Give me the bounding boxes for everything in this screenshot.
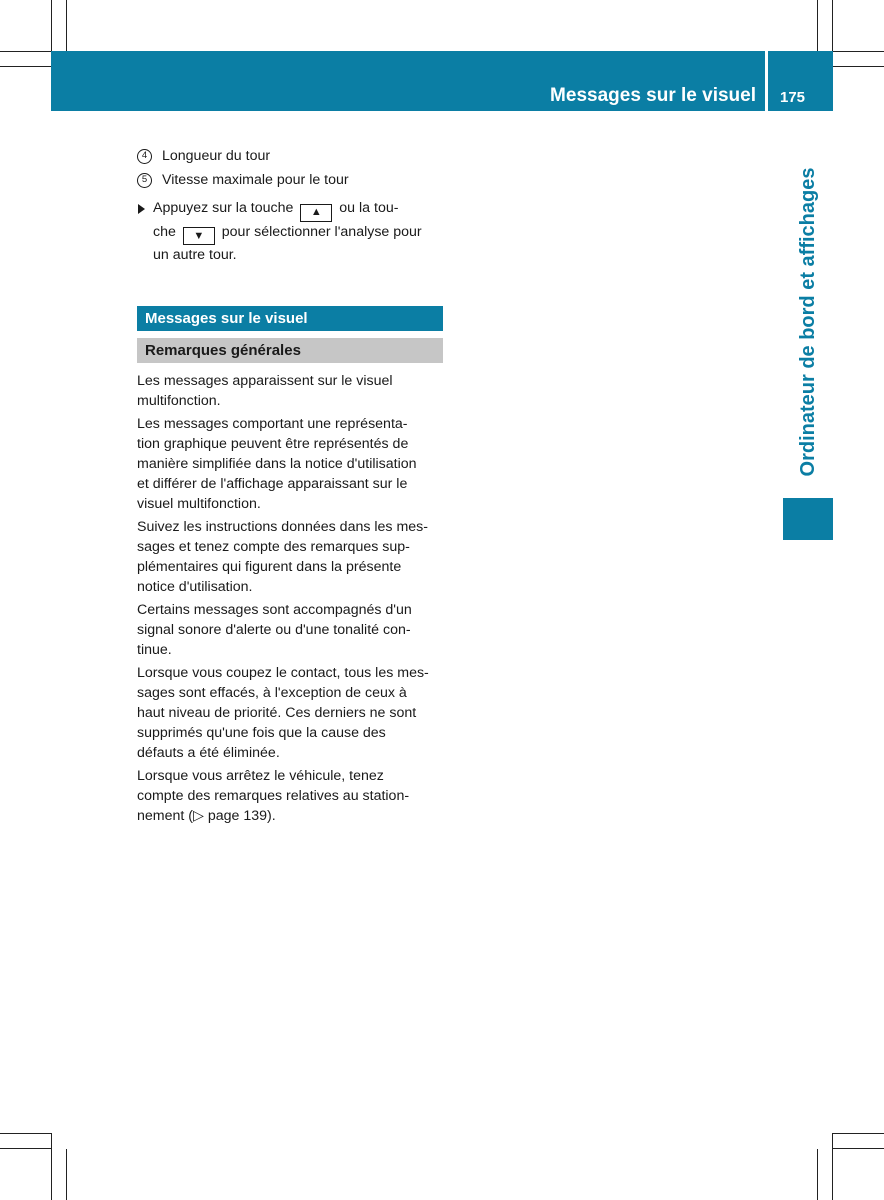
crop-mark xyxy=(0,1133,51,1134)
text-line: haut niveau de priorité. Ces derniers ne sont xyxy=(137,705,417,721)
item-text: Longueur du tour xyxy=(162,148,271,164)
text-line: et différer de l'affichage apparaissant sur le xyxy=(137,476,408,492)
body-text xyxy=(137,371,443,826)
section-heading: Messages sur le visuel xyxy=(137,306,443,331)
triangle-bullet-icon xyxy=(138,204,145,214)
text-line: tinue. xyxy=(137,642,172,658)
text-line: Lorsque vous arrêtez le véhicule, tenez xyxy=(137,768,384,784)
numbered-item xyxy=(137,168,443,192)
crop-mark xyxy=(832,0,833,51)
crop-mark xyxy=(833,51,884,52)
text-line: tion graphique peuvent être représentés de xyxy=(137,436,409,452)
numbered-item xyxy=(137,144,443,168)
text-line: signal sonore d'alerte ou d'une tonalité con- xyxy=(137,622,411,638)
instruction-line: un autre tour. xyxy=(153,247,237,263)
crop-mark xyxy=(66,0,67,51)
text-line: notice d'utilisation. xyxy=(137,579,253,595)
header-divider xyxy=(765,51,768,111)
instruction-line xyxy=(153,222,443,246)
crop-mark xyxy=(0,51,51,52)
chapter-side-tab: Ordinateur de bord et affichages xyxy=(797,167,819,477)
crop-mark xyxy=(0,1148,51,1149)
arrow-down-key-icon: ▼ xyxy=(183,227,215,245)
text-line: sages et tenez compte des remarques sup- xyxy=(137,539,410,555)
arrow-up-key-icon: ▲ xyxy=(300,204,332,222)
text-line: Les messages comportant une représenta- xyxy=(137,416,408,432)
text-line: supprimés qu'une fois que la cause des xyxy=(137,725,386,741)
instruction-step xyxy=(137,198,443,266)
paragraph xyxy=(137,766,443,826)
text-line: plémentaires qui figurent dans la présente xyxy=(137,559,402,575)
crop-mark xyxy=(817,1149,818,1200)
instruction-text: ou la tou- xyxy=(339,200,399,216)
text-line: Certains messages sont accompagnés d'un xyxy=(137,602,412,618)
text-line: visuel multifonction. xyxy=(137,496,261,512)
crop-mark xyxy=(51,0,52,51)
crop-mark xyxy=(833,66,884,67)
crop-mark xyxy=(832,1133,833,1200)
instruction-line xyxy=(153,198,443,222)
crop-mark xyxy=(0,66,51,67)
text-line: sages sont effacés, à l'exception de ceux à xyxy=(137,685,407,701)
text-line: Lorsque vous coupez le contact, tous les mes- xyxy=(137,665,429,681)
paragraph xyxy=(137,600,443,660)
running-header-title: Messages sur le visuel xyxy=(550,85,756,106)
paragraph xyxy=(137,371,443,411)
instruction-text: pour sélectionner l'analyse pour xyxy=(221,223,422,240)
item-text: Vitesse maximale pour le tour xyxy=(162,172,349,188)
page-number: 175 xyxy=(780,89,806,106)
paragraph xyxy=(137,517,443,597)
paragraph xyxy=(137,663,443,763)
item-number-badge: 4 xyxy=(137,149,152,164)
crop-mark xyxy=(51,1133,52,1200)
chapter-tab-marker xyxy=(783,498,833,540)
text-line: compte des remarques relatives au station- xyxy=(137,788,410,804)
page-reference-link[interactable]: nement (▷ page 139). xyxy=(137,808,276,824)
text-line: défauts a été éliminée. xyxy=(137,745,280,761)
text-line: Les messages apparaissent sur le visuel xyxy=(137,373,393,389)
instruction-text: Appuyez sur la touche xyxy=(153,200,294,216)
subsection-heading: Remarques générales xyxy=(137,338,443,363)
crop-mark xyxy=(817,0,818,51)
crop-mark xyxy=(66,1149,67,1200)
instruction-text: che xyxy=(153,223,176,240)
main-column xyxy=(137,144,443,829)
crop-mark xyxy=(833,1133,884,1134)
item-number-badge: 5 xyxy=(137,173,152,188)
text-line: multifonction. xyxy=(137,393,221,409)
text-line: Suivez les instructions données dans les mes- xyxy=(137,519,428,535)
crop-mark xyxy=(833,1148,884,1149)
paragraph xyxy=(137,414,443,514)
text-line: manière simplifiée dans la notice d'utilisation xyxy=(137,456,417,472)
